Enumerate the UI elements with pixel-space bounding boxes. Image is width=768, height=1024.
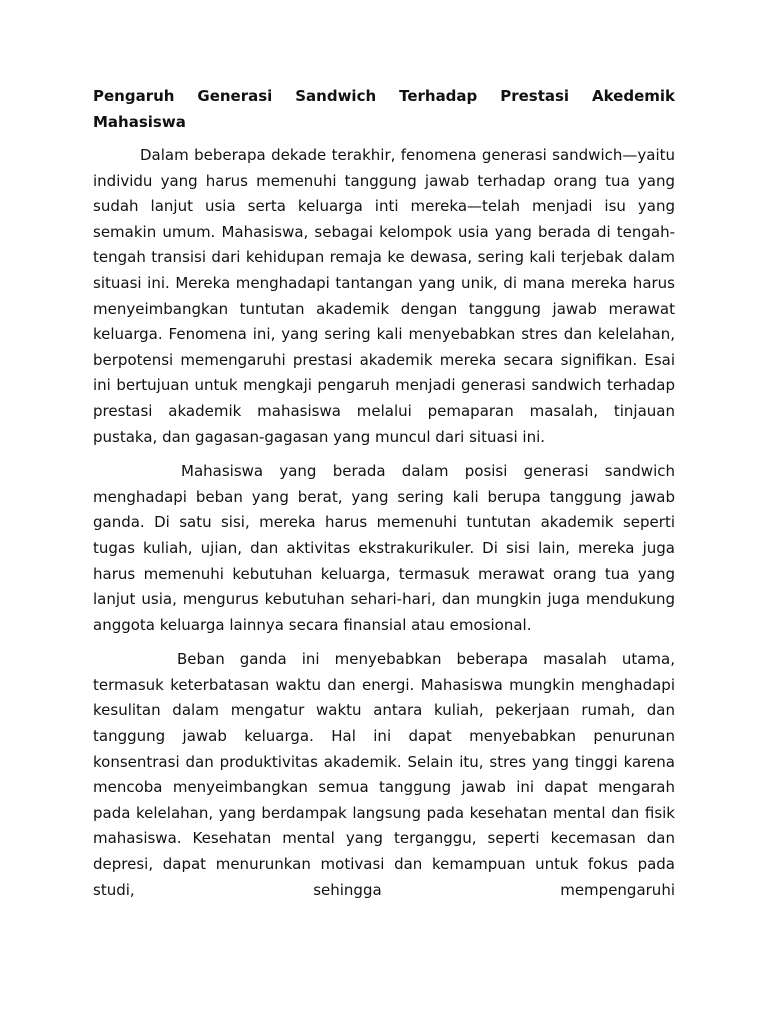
paragraph-problem: Mahasiswa yang berada dalam posisi generasi sandwich menghadapi beban yang berat, yang sering kali berupa tanggung jawab ganda. Di satu sisi, mereka harus memenuhi tuntutan akademik seperti tugas kuliah, ujian, dan aktivitas ekstrakurikuler. Di sisi lain, mereka juga harus memenuhi kebutuhan keluarga, termasuk merawat orang tua yang lanjut usia, mengurus kebutuhan sehari-hari, dan mungkin juga mendukung anggota keluarga lainnya secara finansial atau emosional. [93,462,675,634]
paragraph-intro: Dalam beberapa dekade terakhir, fenomena generasi sandwich—yaitu individu yang harus memenuhi tanggung jawab terhadap orang tua yang sudah lanjut usia serta keluarga inti mereka—telah menjadi isu yang semakin umum. Mahasiswa, sebagai kelompok usia yang berada di tengah-tengah transisi dari kehidupan remaja ke dewasa, sering kali terjebak dalam situasi ini. Mereka menghadapi tantangan yang unik, di mana mereka harus menyeimbangkan tuntutan akademik dengan tanggung jawab merawat keluarga. Fenomena ini, yang sering kali menyebabkan stres dan kelelahan, berpotensi memengaruhi prestasi akademik mereka secara signifikan. Esai ini bertujuan untuk mengkaji pengaruh menjadi generasi sandwich terhadap prestasi akademik mahasiswa melalui pemaparan masalah, tinjauan pustaka, dan gagasan-gagasan yang muncul dari situasi ini. [93,146,675,446]
document-title: Pengaruh Generasi Sandwich Terhadap Prestasi Akedemik Mahasiswa [93,87,675,131]
document-page [93,84,675,912]
paragraph-impact: Beban ganda ini menyebabkan beberapa masalah utama, termasuk keterbatasan waktu dan energi. Mahasiswa mungkin menghadapi kesulitan dalam mengatur waktu antara kuliah, pekerjaan rumah, dan tanggung jawab keluarga. Hal ini dapat menyebabkan penurunan konsentrasi dan produktivitas akademik. Selain itu, stres yang tinggi karena mencoba menyeimbangkan semua tanggung jawab ini dapat mengarah pada kelelahan, yang berdampak langsung pada kesehatan mental dan fisik mahasiswa. Kesehatan mental yang terganggu, seperti kecemasan dan depresi, dapat menurunkan motivasi dan kemampuan untuk fokus pada studi, sehingga mempengaruhi [93,650,675,899]
